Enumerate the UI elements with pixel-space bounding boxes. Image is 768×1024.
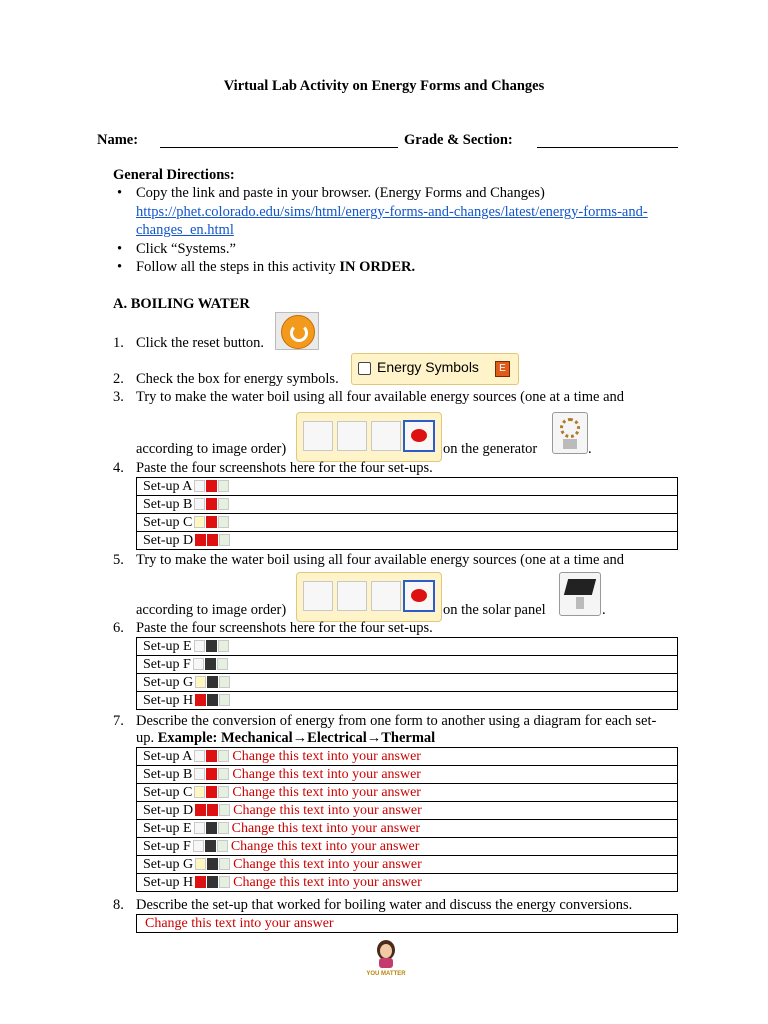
phet-link-cont[interactable]: changes_en.html (136, 222, 234, 238)
step-number: 4. (113, 460, 124, 476)
table-row[interactable]: Set-up F (137, 656, 678, 674)
sun-icon (371, 581, 401, 611)
faucet-icon (337, 581, 367, 611)
direction-1: Copy the link and paste in your browser. (Energy Forms and Changes) (136, 185, 545, 201)
table-row[interactable]: Set-up E Change this text into your answer (137, 820, 678, 838)
step-2: Check the box for energy symbols. (136, 371, 339, 387)
setup-thumbnail-icon (193, 658, 229, 669)
answer-text[interactable]: Change this text into your answer (145, 916, 334, 931)
answer-text[interactable]: Change this text into your answer (232, 785, 421, 800)
table-row[interactable]: Set-up D (137, 532, 678, 550)
setup-thumbnail-icon (194, 516, 230, 527)
grade-field[interactable] (537, 147, 678, 148)
answer-text[interactable]: Change this text into your answer (232, 749, 421, 764)
reset-icon (275, 312, 319, 350)
table-row[interactable]: Set-up H (137, 692, 678, 710)
step-number: 3. (113, 389, 124, 405)
table-row[interactable]: Set-up A (137, 478, 678, 496)
energy-symbols-label: Energy Symbols (377, 359, 479, 375)
table-row[interactable]: Set-up D Change this text into your answer (137, 802, 678, 820)
answer-text[interactable]: Change this text into your answer (233, 803, 422, 818)
table-row[interactable]: Set-up G (137, 674, 678, 692)
page-title: Virtual Lab Activity on Energy Forms and Changes (223, 78, 545, 94)
step-3-generator: on the generator (443, 441, 538, 457)
step-6: Paste the four screenshots here for the four set-ups. (136, 620, 433, 636)
direction-3: Follow all the steps in this activity IN ORDER. (136, 259, 416, 275)
answer-text[interactable]: Change this text into your answer (233, 875, 422, 890)
bullet: • (117, 241, 123, 257)
sun-icon (371, 421, 401, 451)
step-3-cont: according to image order) (136, 441, 287, 457)
grade-label: Grade & Section: (404, 132, 513, 148)
step-5: Try to make the water boil using all four available energy sources (one at a time and (136, 552, 625, 568)
step-8: Describe the set-up that worked for boiling water and discuss the energy conversions. (136, 897, 633, 913)
period: . (602, 602, 606, 618)
table-row[interactable]: Set-up H Change this text into your answer (137, 874, 678, 892)
bicycle-icon (303, 581, 333, 611)
setup-thumbnail-icon (194, 498, 230, 509)
step-3: Try to make the water boil using all four available energy sources (one at a time and (136, 389, 625, 405)
name-field[interactable] (160, 147, 398, 148)
step-number: 7. (113, 713, 124, 729)
teapot-icon (403, 580, 435, 612)
setup-thumbnail-icon (194, 640, 230, 651)
directions-heading: General Directions: (113, 167, 235, 183)
table-row[interactable]: Set-up C (137, 514, 678, 532)
answer-text[interactable]: Change this text into your answer (231, 821, 421, 836)
setup-thumbnail-icon (194, 480, 230, 491)
setup-thumbnail-icon (194, 768, 230, 779)
girl-sticker-icon (364, 938, 408, 978)
answer-text[interactable]: Change this text into your answer (230, 839, 420, 854)
bullet: • (117, 185, 123, 201)
setup-thumbnail-icon (194, 786, 230, 797)
step-4: Paste the four screenshots here for the four set-ups. (136, 460, 433, 476)
setup-thumbnail-icon (194, 822, 230, 833)
answer-text[interactable]: Change this text into your answer (233, 857, 422, 872)
step-5-solar: on the solar panel (443, 602, 546, 618)
solar-panel-icon (559, 572, 601, 616)
step-number: 2. (113, 371, 124, 387)
setup-thumbnail-icon (195, 804, 231, 815)
teapot-icon (403, 420, 435, 452)
faucet-icon (337, 421, 367, 451)
setup-thumbnail-icon (195, 694, 231, 705)
generator-icon (552, 412, 588, 454)
table-row[interactable]: Set-up B Change this text into your answer (137, 766, 678, 784)
table-row[interactable] (137, 915, 678, 933)
bullet: • (117, 259, 123, 275)
step-number: 6. (113, 620, 124, 636)
table-row[interactable]: Set-up G Change this text into your answer (137, 856, 678, 874)
bicycle-icon (303, 421, 333, 451)
name-label: Name: (97, 132, 139, 148)
table-row[interactable]: Set-up A Change this text into your answer (137, 748, 678, 766)
setup-table-2 (136, 637, 678, 710)
energy-sources-image (296, 412, 442, 462)
table-row[interactable]: Set-up B (137, 496, 678, 514)
step-1: Click the reset button. (136, 335, 265, 351)
direction-2: Click “Systems.” (136, 241, 236, 257)
energy-e-icon: E (495, 361, 510, 377)
table-row[interactable]: Set-up C Change this text into your answer (137, 784, 678, 802)
setup-thumbnail-icon (195, 858, 231, 869)
step-5-cont: according to image order) (136, 602, 287, 618)
setup-thumbnail-icon (193, 840, 229, 851)
setup-thumbnail-icon (195, 534, 231, 545)
step-7: Describe the conversion of energy from one form to another using a diagram for each set- (136, 713, 657, 729)
sticker-text: YOU MATTER (366, 971, 406, 977)
phet-link[interactable]: https://phet.colorado.edu/sims/html/energy-forms-and-changes/latest/energy-forms-and- (136, 204, 648, 220)
energy-sources-image (296, 572, 442, 622)
table-row[interactable]: Set-up E (137, 638, 678, 656)
conversion-table (136, 747, 678, 892)
setup-table-1 (136, 477, 678, 550)
energy-symbols-checkbox-image (351, 353, 519, 385)
table-row[interactable]: Set-up F Change this text into your answer (137, 838, 678, 856)
step-7-cont: up. Example: Mechanical→Electrical→Thermal (136, 730, 436, 746)
answer-table (136, 914, 678, 933)
setup-thumbnail-icon (195, 876, 231, 887)
setup-thumbnail-icon (195, 676, 231, 687)
step-number: 1. (113, 335, 124, 351)
period: . (588, 441, 592, 457)
answer-text[interactable]: Change this text into your answer (232, 767, 421, 782)
checkbox-icon (358, 362, 371, 375)
setup-thumbnail-icon (194, 750, 230, 761)
step-number: 8. (113, 897, 124, 913)
step-number: 5. (113, 552, 124, 568)
section-a-heading: A. BOILING WATER (113, 296, 250, 312)
